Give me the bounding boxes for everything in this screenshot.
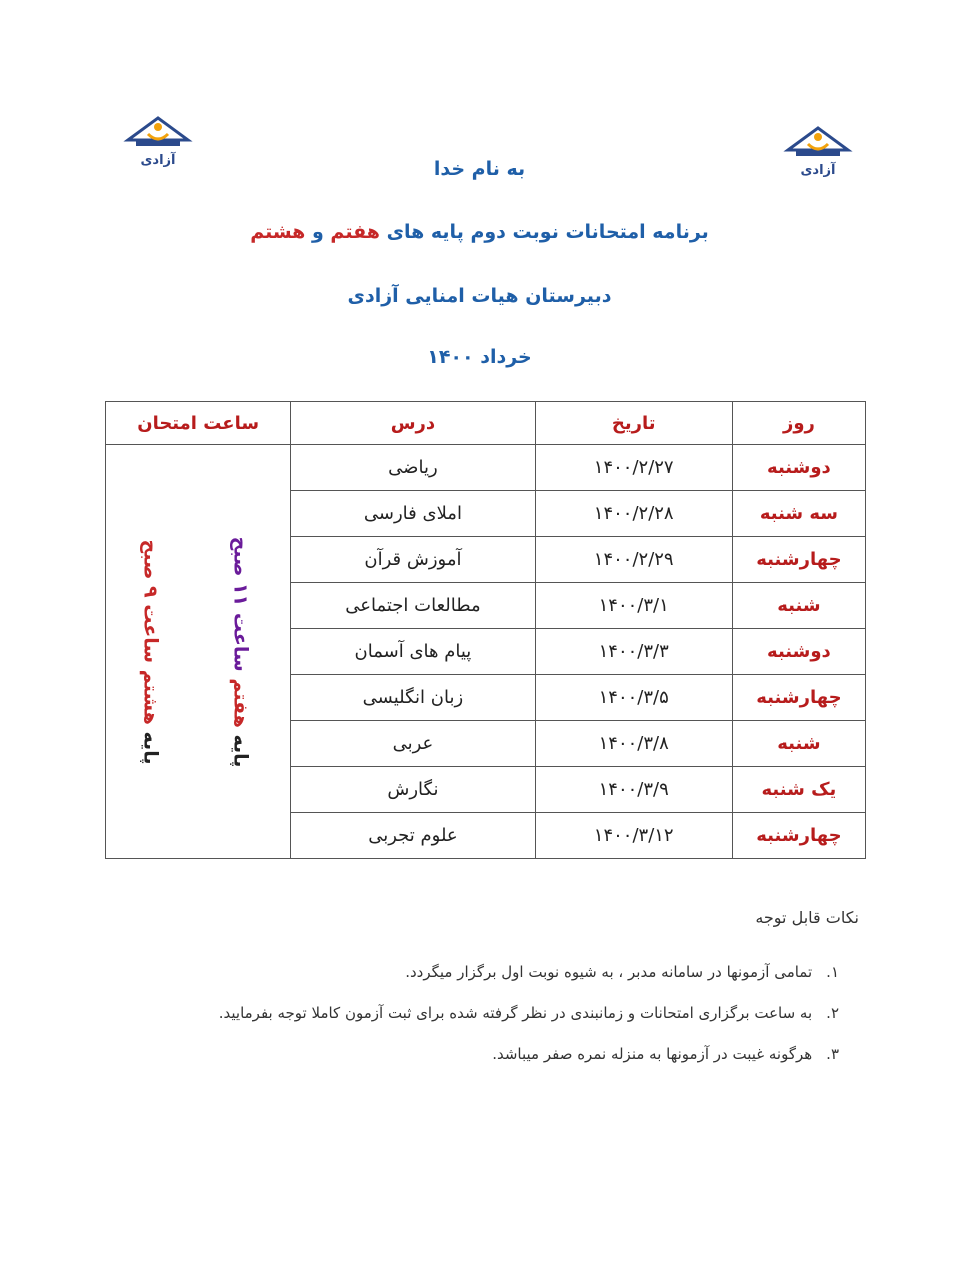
title-and: و <box>311 221 324 243</box>
row-lesson: املای فارسی <box>291 491 535 537</box>
row-day: یک شنبه <box>732 767 865 813</box>
row-day: چهارشنبه <box>732 537 865 583</box>
note-item <box>219 1004 839 1022</box>
row-date: ۱۴۰۰/۳/۱ <box>535 583 732 629</box>
row-lesson: نگارش <box>291 767 535 813</box>
row-date: ۱۴۰۰/۲/۲۹ <box>535 537 732 583</box>
row-day: دوشنبه <box>732 445 865 491</box>
time-eighth: ساعت ۹ صبح <box>139 539 161 663</box>
page-title <box>0 221 959 243</box>
exam-schedule-table <box>105 401 866 859</box>
row-date: ۱۴۰۰/۳/۵ <box>535 675 732 721</box>
row-lesson: زبان انگلیسی <box>291 675 535 721</box>
row-lesson: عربی <box>291 721 535 767</box>
grade-label: پایه <box>229 734 251 767</box>
note-text: به ساعت برگزاری امتحانات و زمانبندی در نظر گرفته شده برای ثبت آزمون کاملا توجه بفرمایید. <box>218 1004 813 1022</box>
title-eighth: هشتم <box>250 221 306 243</box>
table-row <box>106 445 866 491</box>
table-header-row <box>106 402 866 445</box>
time-eighth-grade <box>128 445 172 858</box>
header-time: ساعت امتحان <box>106 402 291 445</box>
notes-title: نکات قابل توجه <box>755 908 859 927</box>
exam-time-cell <box>106 445 291 859</box>
note-number: ۱. <box>826 963 839 981</box>
row-lesson: پیام های آسمان <box>291 629 535 675</box>
row-day: چهارشنبه <box>732 675 865 721</box>
title-prefix: برنامه امتحانات نوبت دوم پایه های <box>386 221 709 243</box>
school-name: دبیرستان هیات امنایی آزادی <box>347 285 612 307</box>
header-day: روز <box>732 402 865 445</box>
exam-month: خرداد ۱۴۰۰ <box>427 346 532 368</box>
time-seventh: ساعت ۱۱ صبح <box>229 536 251 672</box>
logo-text: آزادی <box>140 153 176 168</box>
row-date: ۱۴۰۰/۲/۲۷ <box>535 445 732 491</box>
row-date: ۱۴۰۰/۲/۲۸ <box>535 491 732 537</box>
row-day: چهارشنبه <box>732 813 865 859</box>
row-lesson: علوم تجربی <box>291 813 535 859</box>
time-seventh-grade <box>218 445 262 858</box>
grade-name-eighth: هشتم <box>139 669 161 725</box>
row-lesson: آموزش قرآن <box>291 537 535 583</box>
note-text: هرگونه غیبت در آزمونها به منزله نمره صفر میباشد. <box>492 1045 813 1063</box>
grade-label: پایه <box>139 731 161 764</box>
row-day: شنبه <box>732 583 865 629</box>
row-date: ۱۴۰۰/۳/۱۲ <box>535 813 732 859</box>
logo-text: آزادی <box>800 163 836 178</box>
note-item <box>492 1045 839 1063</box>
grade-name-seventh: هفتم <box>229 677 251 728</box>
row-date: ۱۴۰۰/۳/۸ <box>535 721 732 767</box>
note-item <box>405 963 839 981</box>
row-date: ۱۴۰۰/۳/۳ <box>535 629 732 675</box>
row-day: سه شنبه <box>732 491 865 537</box>
bismillah-heading: به نام خدا <box>433 158 526 180</box>
row-day: شنبه <box>732 721 865 767</box>
note-number: ۳. <box>826 1045 839 1063</box>
header-date: تاریخ <box>535 402 732 445</box>
row-lesson: مطالعات اجتماعی <box>291 583 535 629</box>
row-lesson: ریاضی <box>291 445 535 491</box>
header-lesson: درس <box>291 402 535 445</box>
row-date: ۱۴۰۰/۳/۹ <box>535 767 732 813</box>
note-text: تمامی آزمونها در سامانه مدبر ، به شیوه نوبت اول برگزار میگردد. <box>405 963 813 981</box>
note-number: ۲. <box>826 1004 839 1022</box>
title-seventh: هفتم <box>330 221 380 243</box>
row-day: دوشنبه <box>732 629 865 675</box>
